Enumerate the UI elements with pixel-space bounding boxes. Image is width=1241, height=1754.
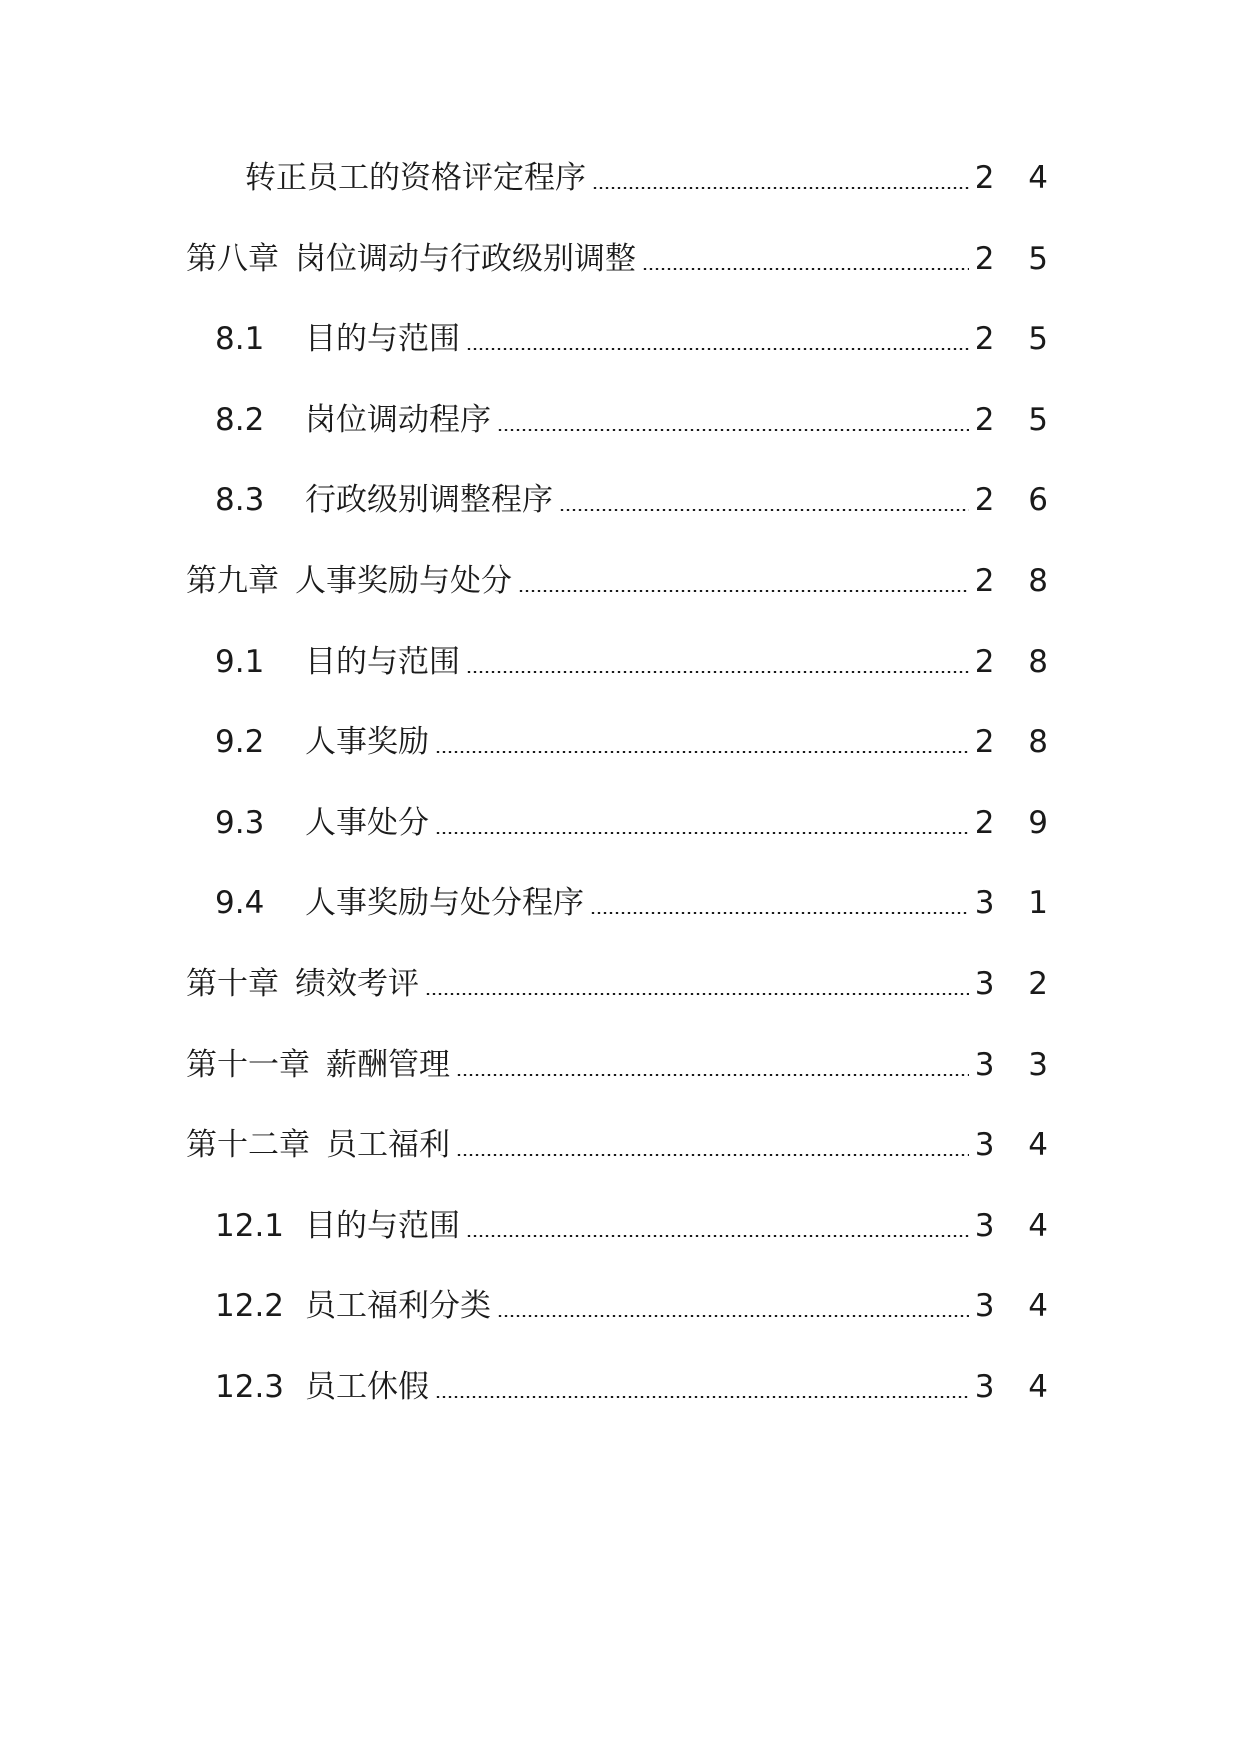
dot-leader xyxy=(466,1235,969,1237)
toc-page-number: 2 6 xyxy=(974,482,1060,519)
toc-entry-label xyxy=(186,561,512,601)
toc-section-entry[interactable] xyxy=(215,309,1060,359)
section-number: 9.1 xyxy=(215,643,265,680)
toc-page-number: 3 4 xyxy=(974,1288,1060,1325)
toc-entry-title: 目的与范围 xyxy=(305,1207,460,1244)
toc-page-number: 2 5 xyxy=(974,321,1060,358)
toc-entry-title: 目的与范围 xyxy=(305,643,460,680)
toc-page-number: 3 4 xyxy=(974,1207,1060,1244)
dot-leader xyxy=(497,1315,969,1317)
section-number: 12.2 xyxy=(215,1288,285,1325)
toc-section-entry[interactable] xyxy=(215,390,1060,440)
dot-leader xyxy=(590,912,969,914)
dot-leader xyxy=(518,590,969,592)
toc-chapter-entry[interactable] xyxy=(186,551,1060,601)
toc-entry-title: 员工福利 xyxy=(326,1127,450,1164)
toc-entry-label xyxy=(186,964,419,1004)
chapter-number: 第八章 xyxy=(186,240,279,277)
toc-chapter-entry[interactable] xyxy=(186,1115,1060,1165)
toc-entry-title: 人事处分 xyxy=(305,804,429,841)
dot-leader xyxy=(559,509,969,511)
toc-chapter-entry[interactable] xyxy=(186,229,1060,279)
toc-page-number: 3 3 xyxy=(974,1046,1060,1083)
dot-leader xyxy=(642,268,969,270)
toc-entry-label xyxy=(215,319,460,359)
section-number: 12.1 xyxy=(215,1207,285,1244)
toc-entry-label xyxy=(245,158,586,198)
section-number: 8.1 xyxy=(215,321,265,358)
section-number: 9.2 xyxy=(215,724,265,761)
toc-page-number: 2 8 xyxy=(974,563,1060,599)
chapter-number: 第十章 xyxy=(186,966,279,1002)
toc-entry-label xyxy=(215,722,429,762)
dot-leader xyxy=(435,1396,969,1398)
toc-entry-label xyxy=(215,883,584,923)
toc-page-number: 3 1 xyxy=(974,885,1060,922)
chapter-number: 第十二章 xyxy=(186,1127,310,1164)
toc-page-number: 2 5 xyxy=(974,240,1060,277)
toc-entry-title: 转正员工的资格评定程序 xyxy=(245,160,586,196)
toc-section-entry[interactable] xyxy=(215,1357,1060,1407)
toc-entry-label xyxy=(215,1206,460,1246)
toc-section-entry[interactable] xyxy=(215,712,1060,762)
toc-page-number: 2 8 xyxy=(974,724,1060,761)
section-number: 9.4 xyxy=(215,885,265,922)
toc-page-number: 2 9 xyxy=(974,804,1060,841)
toc-entry-title: 人事奖励与处分程序 xyxy=(305,885,584,922)
dot-leader xyxy=(435,751,969,753)
toc-entry-title: 绩效考评 xyxy=(295,966,419,1002)
toc-entry-title: 岗位调动程序 xyxy=(305,401,491,438)
toc-entry-label xyxy=(186,1045,450,1085)
dot-leader xyxy=(456,1074,969,1076)
dot-leader xyxy=(425,993,969,995)
toc-section-entry[interactable] xyxy=(215,1276,1060,1326)
toc-entry-label xyxy=(215,480,553,520)
toc-section-entry[interactable] xyxy=(215,1196,1060,1246)
toc-entry-title: 人事奖励与处分 xyxy=(295,563,512,599)
section-number: 8.2 xyxy=(215,401,265,438)
toc-section-entry[interactable] xyxy=(215,470,1060,520)
dot-leader xyxy=(456,1154,969,1156)
toc-chapter-entry[interactable] xyxy=(186,954,1060,1004)
toc-entry-title: 员工休假 xyxy=(305,1369,429,1405)
toc-entry-title: 行政级别调整程序 xyxy=(305,482,553,519)
toc-section-entry[interactable] xyxy=(215,793,1060,843)
toc-page-number: 2 8 xyxy=(974,643,1060,680)
chapter-number: 第十一章 xyxy=(186,1046,310,1083)
section-number: 8.3 xyxy=(215,482,265,519)
toc-entry-label xyxy=(215,642,460,682)
toc-page-number: 2 5 xyxy=(974,401,1060,438)
toc-entry-label xyxy=(186,239,636,279)
section-number: 9.3 xyxy=(215,804,265,841)
toc-entry-label xyxy=(215,1367,429,1407)
toc-page-number: 3 4 xyxy=(974,1127,1060,1164)
dot-leader xyxy=(466,671,969,673)
toc-entry-label xyxy=(215,400,491,440)
toc-entry-title: 岗位调动与行政级别调整 xyxy=(295,240,636,277)
chapter-number: 第九章 xyxy=(186,563,279,599)
toc-page-number: 3 4 xyxy=(974,1369,1060,1405)
toc-entry-title: 员工福利分类 xyxy=(305,1288,491,1325)
toc-page-number: 2 4 xyxy=(974,160,1060,196)
dot-leader xyxy=(592,187,969,189)
toc-section-entry[interactable] xyxy=(215,632,1060,682)
dot-leader xyxy=(466,348,969,350)
toc-entry-label xyxy=(186,1125,450,1165)
dot-leader xyxy=(497,429,969,431)
toc-section-entry[interactable] xyxy=(215,873,1060,923)
toc-entry-title: 目的与范围 xyxy=(305,321,460,358)
toc-section-entry[interactable] xyxy=(245,148,1060,198)
toc-entry-label xyxy=(215,803,429,843)
toc-entry-title: 薪酬管理 xyxy=(326,1046,450,1083)
toc-page-number: 3 2 xyxy=(974,966,1060,1002)
toc-entry-title: 人事奖励 xyxy=(305,724,429,761)
section-number: 12.3 xyxy=(215,1369,285,1405)
toc-entry-label xyxy=(215,1286,491,1326)
dot-leader xyxy=(435,832,969,834)
toc-chapter-entry[interactable] xyxy=(186,1035,1060,1085)
